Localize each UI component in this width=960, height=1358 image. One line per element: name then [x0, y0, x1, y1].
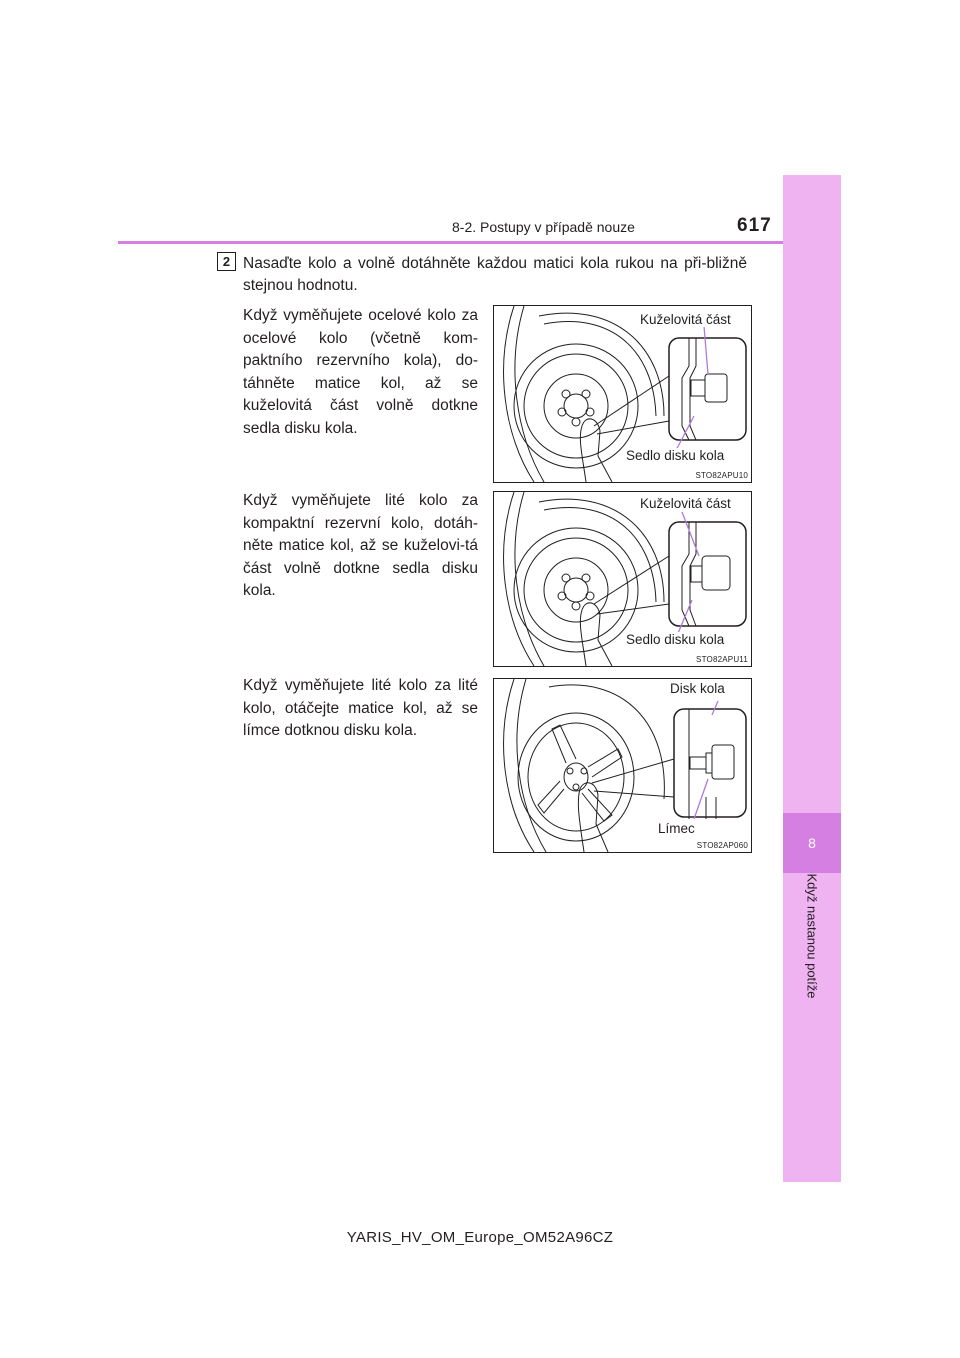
- step-number-badge: 2: [217, 252, 236, 271]
- section-header: 8-2. Postupy v případě nouze: [452, 219, 635, 235]
- chapter-number-tab: 8: [783, 813, 841, 873]
- page-number: 617: [737, 215, 772, 236]
- illustration-steel-wheel: [493, 305, 752, 483]
- figure-code: STO82APU11: [696, 655, 748, 664]
- figure-code: STO82AP060: [696, 841, 748, 850]
- illustration-alloy-wheel: [493, 678, 752, 853]
- label-tapered-part: Kuželovitá část: [640, 312, 731, 327]
- label-wheel-seat: Sedlo disku kola: [626, 632, 725, 647]
- label-wheel-seat: Sedlo disku kola: [626, 448, 725, 463]
- step-text: Nasaďte kolo a volně dotáhněte každou matici kola rukou na při-bližně stejnou hodnotu.: [243, 255, 747, 294]
- label-wheel-disc: Disk kola: [670, 681, 725, 696]
- wheel-drawing: [494, 679, 751, 852]
- paragraph-alloy-to-spare: Když vyměňujete lité kolo za kompaktní rezervní kolo, dotáh-něte matice kol, až se kuželovi-tá část volně dotkne sedla disku kola.: [243, 492, 478, 599]
- illustration-compact-spare: [493, 491, 752, 667]
- side-tab: [783, 175, 841, 1182]
- label-tapered-part: Kuželovitá část: [640, 496, 731, 511]
- header-rule: [118, 241, 783, 244]
- chapter-title-vertical: Když nastanou potíže: [804, 873, 820, 999]
- paragraph-steel-wheel: Když vyměňujete ocelové kolo za ocelové kolo (včetně kom-paktního rezervního kola), do-táhněte matice kol, až se kuželovitá část volně dotkne sedla disku kola.: [243, 307, 478, 437]
- footer-document-id: YARIS_HV_OM_Europe_OM52A96CZ: [346, 1229, 614, 1246]
- label-collar: Límec: [658, 821, 695, 836]
- figure-code: STO82APU10: [695, 471, 748, 480]
- paragraph-alloy-to-alloy: Když vyměňujete lité kolo za lité kolo, otáčejte matice kol, až se límce dotknou disku kola.: [243, 677, 478, 739]
